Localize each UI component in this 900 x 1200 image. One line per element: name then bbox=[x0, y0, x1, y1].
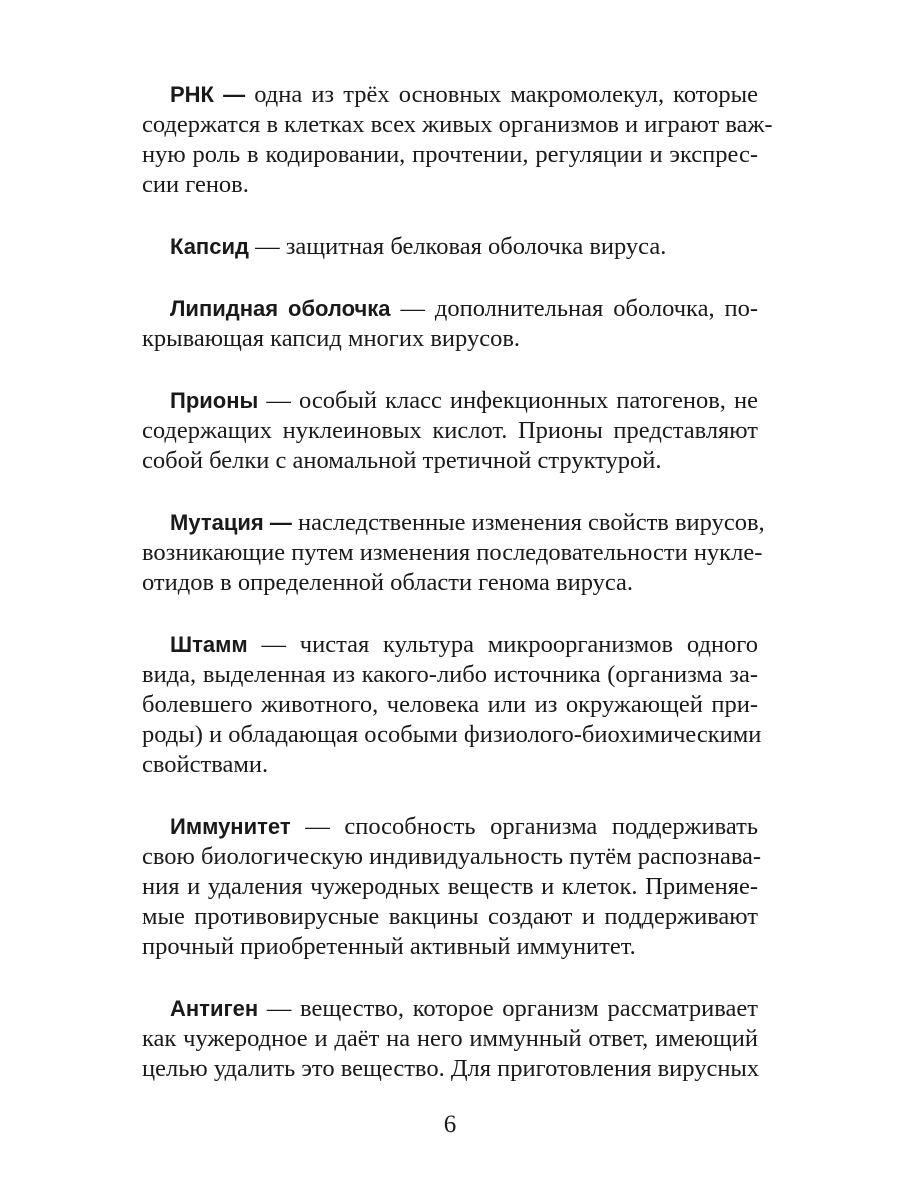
glossary-entry-capsid bbox=[142, 232, 758, 262]
definition-line: вида, выделенная из какого-либо источника (организма за- bbox=[142, 661, 758, 688]
definition-line: крывающая капсид многих вирусов. bbox=[142, 325, 521, 352]
glossary-entry-prions bbox=[142, 386, 758, 476]
term-immunity: Иммунитет bbox=[170, 814, 291, 839]
definition-line: свойствами. bbox=[142, 751, 269, 778]
definition-line: — чистая культура микроорганизмов одного bbox=[247, 631, 758, 658]
definition-line: — способность организма поддерживать bbox=[290, 813, 758, 840]
definition-line: содержатся в клетках всех живых организмов и играют важ- bbox=[142, 111, 773, 138]
term-lipid-envelope: Липидная оболочка bbox=[170, 296, 391, 321]
term-antigen: Антиген bbox=[170, 996, 259, 1021]
definition-line: как чужеродное и даёт на него иммунный ответ, имеющий bbox=[142, 1025, 758, 1052]
glossary-entry-strain bbox=[142, 630, 762, 780]
definition-line: одна из трёх основных макромолекул, которые bbox=[245, 81, 758, 108]
definition-line: возникающие путем изменения последовательности нукле- bbox=[142, 539, 763, 566]
definition-line: — дополнительная оболочка, по- bbox=[390, 295, 759, 322]
term-prions: Прионы bbox=[170, 388, 259, 413]
definition-line: болевшего животного, человека или из окружающей при- bbox=[142, 691, 758, 718]
glossary-entry-antigen bbox=[142, 994, 758, 1084]
definition-line: — вещество, которое организм рассматривает bbox=[258, 995, 758, 1022]
definition-line: мые противовирусные вакцины создают и поддерживают bbox=[142, 903, 758, 930]
definition-line: — особый класс инфекционных патогенов, не bbox=[258, 387, 758, 414]
definition-line: целью удалить это вещество. Для приготовления вирусных bbox=[142, 1055, 760, 1082]
term-mutation: Мутация — bbox=[170, 510, 292, 535]
definition-line: сии генов. bbox=[142, 171, 249, 198]
definition-line: роды) и обладающая особыми физиолого-биохимическими bbox=[142, 721, 762, 748]
definition-line: свою биологическую индивидуальность путём распознава- bbox=[142, 843, 762, 870]
glossary-text bbox=[142, 80, 773, 1116]
definition-line: наследственные изменения свойств вирусов, bbox=[291, 509, 765, 536]
definition-line: собой белки с аномальной третичной структурой. bbox=[142, 447, 662, 474]
term-capsid: Капсид bbox=[170, 234, 249, 259]
glossary-entry-rna bbox=[142, 80, 773, 200]
definition-line: содержащих нуклеиновых кислот. Прионы представляют bbox=[142, 417, 758, 444]
definition-line: прочный приобретенный активный иммунитет. bbox=[142, 933, 636, 960]
term-strain: Штамм bbox=[170, 632, 248, 657]
page-number: 6 bbox=[443, 1111, 457, 1138]
definition-line: ную роль в кодировании, прочтении, регуляции и экспрес- bbox=[142, 141, 758, 168]
glossary-entry-mutation bbox=[142, 508, 765, 598]
term-rna: РНК — bbox=[170, 82, 246, 107]
definition-line: ния и удаления чужеродных веществ и клеток. Применяе- bbox=[142, 873, 758, 900]
definition-line: отидов в определенной области генома вируса. bbox=[142, 569, 634, 596]
glossary-entry-lipid-envelope bbox=[142, 294, 758, 354]
glossary-entry-immunity bbox=[142, 812, 762, 962]
definition-line: — защитная белковая оболочка вируса. bbox=[248, 233, 667, 260]
